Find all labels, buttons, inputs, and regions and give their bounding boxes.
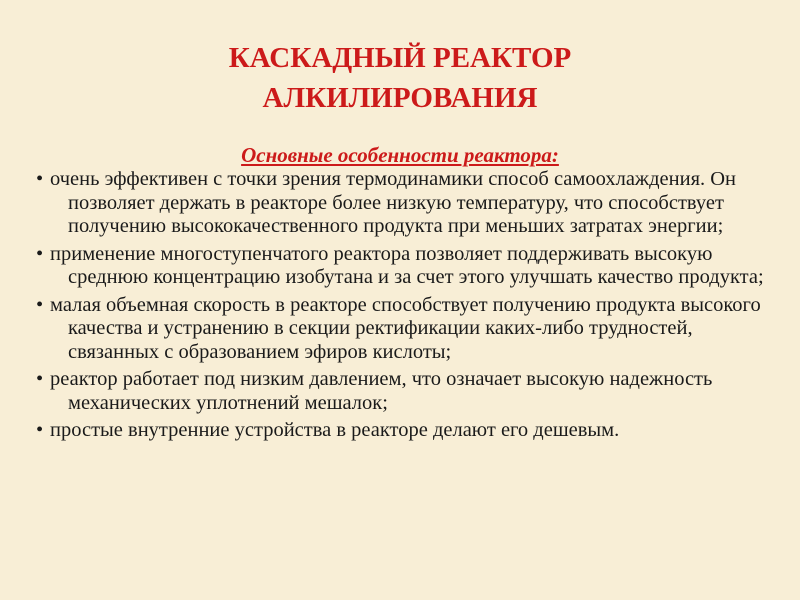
slide-title-line-2: АЛКИЛИРОВАНИЯ: [262, 82, 538, 114]
bullet-item: [34, 243, 774, 290]
bullet-text: малая объемная скорость в реакторе способствует получению продукта высокого качества и устранению в секции ректификации каких-либо трудностей, связанных с образованием эфиров кислоты;: [50, 293, 761, 363]
bullet-text: применение многоступенчатого реактора позволяет поддерживать высокую среднюю концентрацию изобутана и за счет этого улучшать качество продукта;: [50, 242, 764, 288]
slide-title: [0, 38, 800, 118]
bullet-marker: •: [36, 242, 44, 265]
bullet-marker: •: [36, 168, 44, 190]
bullet-item: [34, 294, 774, 365]
bullet-item: [34, 368, 774, 415]
slide-subtitle: Основные особенности реактора:: [241, 143, 559, 167]
bullet-text: очень эффективен с точки зрения термодинамики способ самоохлаждения. Он позволяет держать в реакторе более низкую температуру, что способствует получению высококачественного продукта при меньших затратах энергии;: [50, 168, 737, 237]
bullet-list: [34, 168, 774, 447]
bullet-marker: •: [36, 368, 44, 390]
slide-title-line-1: КАСКАДНЫЙ РЕАКТОР: [228, 42, 572, 74]
bullet-item: [34, 168, 774, 239]
bullet-marker: •: [36, 419, 44, 441]
bullet-text: реактор работает под низким давлением, что означает высокую надежность механических уплотнений мешалок;: [50, 368, 713, 414]
bullet-item: [34, 419, 774, 443]
bullet-marker: •: [36, 293, 44, 316]
bullet-text: простые внутренние устройства в реакторе делают его дешевым.: [50, 419, 620, 441]
